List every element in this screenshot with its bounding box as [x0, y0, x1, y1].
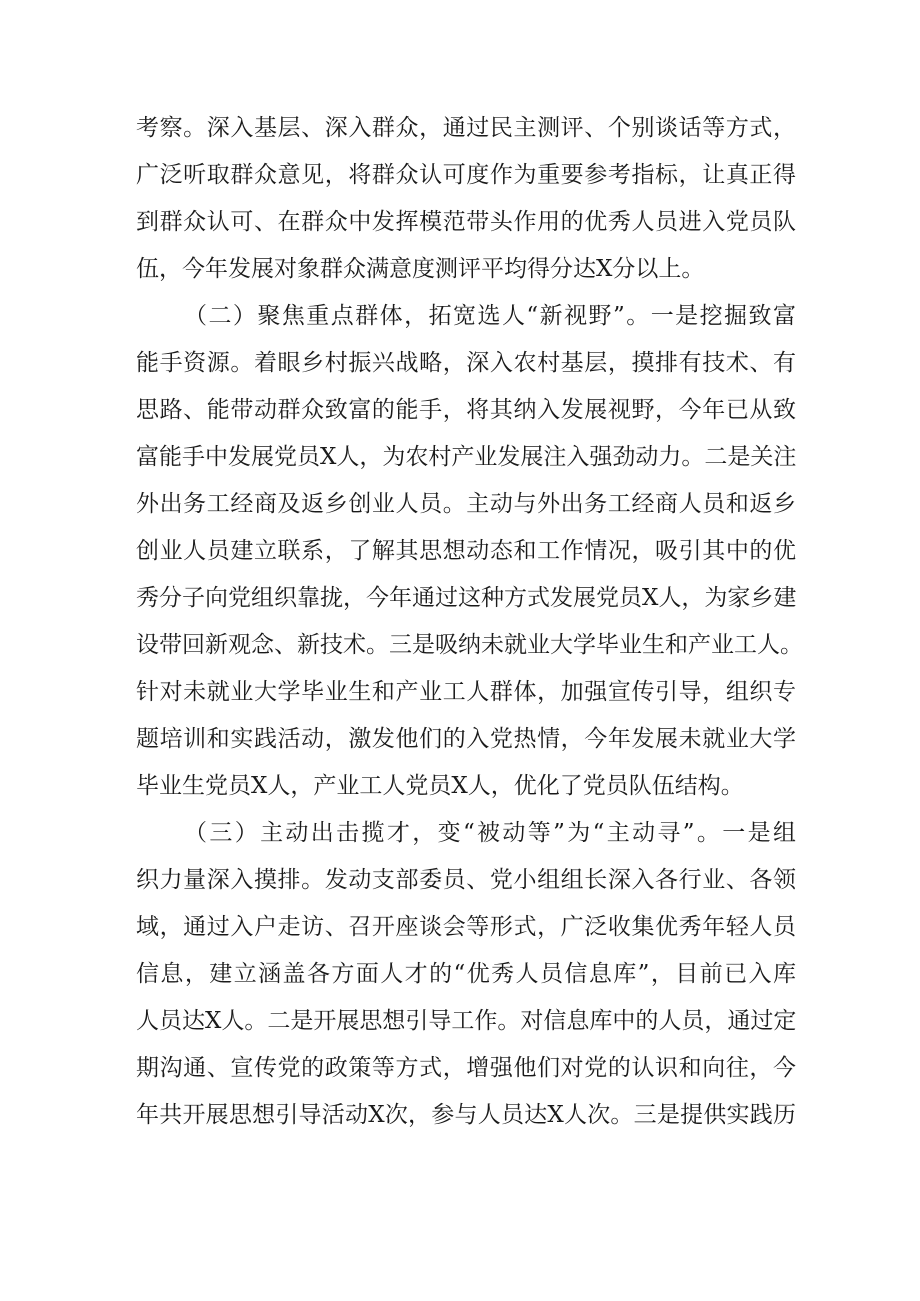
text-line-19: 信息，建立涵盖各方面人才的“优秀人员信息库”，目前已入库 — [136, 961, 796, 987]
text-line-3: 到群众认可、在群众中发挥模范带头作用的优秀人员进入党员队 — [136, 209, 796, 235]
text-line-22: 年共开展思想引导活动X次，参与人员达X人次。三是提供实践历 — [136, 1102, 796, 1128]
text-line-14: 题培训和实践活动，激发他们的入党热情，今年发展未就业大学 — [136, 726, 796, 752]
text-line-18: 域，通过入户走访、召开座谈会等形式，广泛收集优秀年轻人员 — [136, 914, 796, 940]
text-line-8: 富能手中发展党员X人，为农村产业发展注入强劲动力。二是关注 — [136, 444, 797, 470]
text-line-4: 伍，今年发展对象群众满意度测评平均得分达X分以上。 — [136, 256, 705, 282]
text-line-10: 创业人员建立联系，了解其思想动态和工作情况，吸引其中的优 — [136, 538, 796, 564]
text-line-1: 考察。深入基层、深入群众，通过民主测评、个别谈话等方式， — [136, 115, 796, 141]
text-line-21: 期沟通、宣传党的政策等方式，增强他们对党的认识和向往，今 — [136, 1055, 796, 1081]
text-line-20: 人员达X人。二是开展思想引导工作。对信息库中的人员，通过定 — [136, 1008, 797, 1034]
section-heading-3: （三）主动出击揽才，变“被动等”为“主动寻”。一是组 — [184, 820, 796, 846]
text-line-13: 针对未就业大学毕业生和产业工人群体，加强宣传引导，组织专 — [136, 679, 796, 705]
text-line-17: 织力量深入摸排。发动支部委员、党小组组长深入各行业、各领 — [136, 867, 796, 893]
text-line-6: 能手资源。着眼乡村振兴战略，深入农村基层，摸排有技术、有 — [136, 350, 796, 376]
text-line-2: 广泛听取群众意见，将群众认可度作为重要参考指标，让真正得 — [136, 162, 796, 188]
text-line-7: 思路、能带动群众致富的能手，将其纳入发展视野，今年已从致 — [136, 397, 796, 423]
text-line-9: 外出务工经商及返乡创业人员。主动与外出务工经商人员和返乡 — [136, 491, 796, 517]
text-line-15: 毕业生党员X人，产业工人党员X人，优化了党员队伍结构。 — [136, 773, 744, 799]
text-line-12: 设带回新观念、新技术。三是吸纳未就业大学毕业生和产业工人。 — [136, 632, 803, 658]
section-heading-2: （二）聚焦重点群体，拓宽选人“新视野”。一是挖掘致富 — [184, 303, 796, 329]
text-line-11: 秀分子向党组织靠拢，今年通过这种方式发展党员X人，为家乡建 — [136, 585, 797, 611]
